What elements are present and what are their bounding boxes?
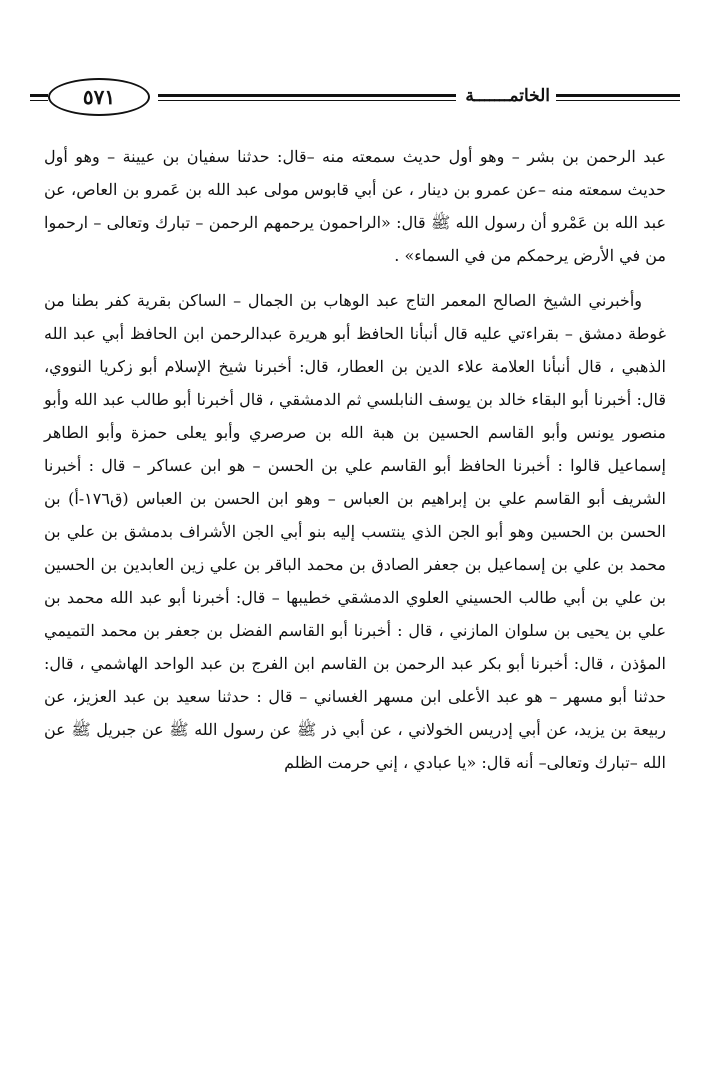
header-rule-right-thin — [556, 100, 680, 101]
header-rule-left-thin — [30, 100, 48, 101]
chapter-title: الخاتمـــــــة — [465, 86, 550, 106]
header-rule-right — [556, 94, 680, 97]
page-number: ٥٧١ — [82, 85, 116, 109]
paragraph: وأخبرني الشيخ الصالح المعمر التاج عبد الوهاب بن الجمال – الساكن بقرية كفر بطنا من غوطة دمشق – بقراءتي عليه قال أنبأنا الحافظ أبو هريرة عبدالرحمن ابن الحافظ أبي عبد الله الذهبي ، قال أنبأنا العلامة علاء الدين بن العطار، قال: أخبرنا شيخ الإسلام أبو زكريا النووي، قال: أخبرنا أبو البقاء خالد بن يوسف النابلسي ثم الدمشقي ، قال أخبرنا أبو طالب عبد الله وأبو منصور يونس وأبو القاسم الحسين بن هبة الله بن صرصري وأبو يعلى حمزة وأبو الطاهر إسماعيل قالوا : أخبرنا الحافظ أبو القاسم علي بن الحسن – هو ابن عساكر – قال : أخبرنا الشريف أبو القاسم علي بن إبراهيم بن العباس – وهو ابن الحسن بن العباس (ق١٧٦-أ) بن الحسن بن الحسين وهو أبو الجن الذي ينتسب إليه بنو أبي الجن الأشراف بدمشق بن علي بن محمد بن علي بن إسماعيل بن جعفر الصادق بن محمد الباقر بن علي زين العابدين بن الحسين بن علي بن أبي طالب الحسيني العلوي الدمشقي خطيبها – قال: أخبرنا أبو عبد الله محمد بن علي بن يحيى بن سلوان المازني ، قال : أخبرنا أبو القاسم الفضل بن جعفر بن محمد التميمي المؤذن ، قال: أخبرنا أبو بكر عبد الرحمن بن القاسم ابن الفرج بن عبد الواحد الهاشمي ، قال: حدثنا أبو مسهر – هو عبد الأعلى ابن مسهر الغساني – قال : حدثنا سعيد بن عبد العزيز، عن ربيعة بن يزيد، عن أبي إدريس الخولاني ، عن أبي ذر ﷺ عن رسول الله ﷺ عن جبريل ﷺ عن الله –تبارك وتعالى– أنه قال: «يا عبادي ، إني حرمت الظلم — [44, 291, 667, 772]
header-rule-middle-thin — [158, 100, 456, 101]
paragraph: عبد الرحمن بن بشر – وهو أول حديث سمعته منه –قال: حدثنا سفيان بن عيينة – وهو أول حديث سمعته منه –عن عمرو بن دينار ، عن أبي قابوس مولى عبد الله بن عَمرو بن العاص، عن عبد الله بن عَمْرو أن رسول الله ﷺ قال: «الراحمون يرحمهم الرحمن – تبارك وتعالى – ارحموا من في الأرض يرحمكم من في السماء» . — [44, 147, 666, 265]
header-rule-left — [30, 94, 48, 97]
page-number-oval — [48, 78, 150, 116]
page-header — [30, 78, 680, 118]
page-body — [44, 140, 666, 779]
header-rule-middle — [158, 94, 456, 97]
